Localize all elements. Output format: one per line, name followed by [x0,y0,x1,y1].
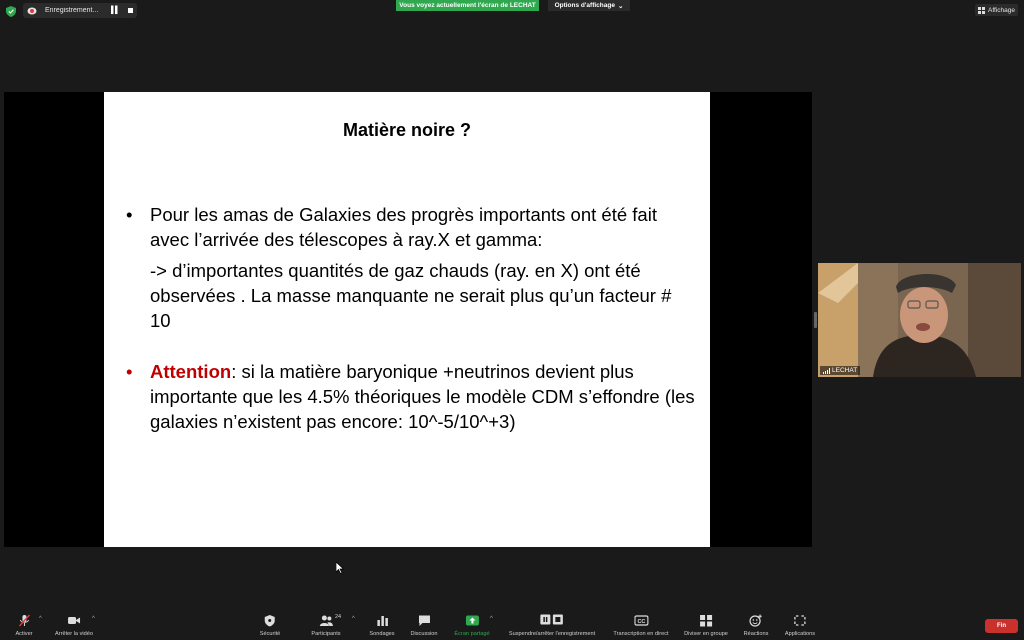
polls-icon [375,614,389,627]
apps-button[interactable] [785,614,815,637]
chevron-up-icon[interactable]: ^ [92,616,95,622]
view-options-label: Options d'affichage [554,2,615,9]
signal-icon [823,368,830,374]
live-transcript-label: Transcription en direct [613,631,669,637]
live-transcript-button[interactable] [613,614,668,637]
record-icon [27,7,37,15]
security-icon [263,614,277,627]
bullet-text: Pour les amas de Galaxies des progrès importants ont été fait avec l’arrivée des télescopes à ray.X et gamma: [150,204,657,250]
unmute-button[interactable] [15,614,32,637]
resize-handle[interactable] [814,312,817,328]
video-feed [818,263,1021,377]
record-control-button[interactable] [509,614,595,637]
slide-bullet [126,202,696,333]
bullet-text: : si la matière baryonique +neutrinos devient plus importante que les 4.5% théoriques le modèle CDM s’effondre (les galaxies n’existent pas encore: 10^-5/10^+3) [150,361,695,432]
viewing-banner: Vous voyez actuellement l'écran de LECHAT [396,0,539,11]
apps-label: Applications [784,631,816,637]
slide-bullet [126,359,696,434]
layout-button[interactable] [975,4,1018,16]
shield-icon[interactable] [6,6,16,17]
bullet-subtext: -> d’importantes quantités de gaz chauds (ray. en X) ont été observées . La masse manquante ne serait plus qu’un facteur # 10 [150,260,672,331]
record-control-icon [540,614,564,627]
apps-icon [793,614,807,627]
meeting-toolbar [0,606,1024,640]
recording-label: Enregistrement... [45,7,99,14]
stop-video-button[interactable] [55,614,93,637]
record-control-label: Suspendre/arrêter l'enregistrement [508,631,596,637]
share-screen-label: Écran partagé [454,631,490,637]
unmute-label: Activer [15,631,33,637]
bullet-marker: • [126,204,133,225]
breakout-rooms-label: Diviser en groupe [684,631,728,637]
participants-count: 24 [335,614,342,620]
presentation-slide [104,92,710,547]
view-options-button[interactable] [548,0,630,11]
security-label: Sécurité [259,631,281,637]
share-screen-icon [465,614,479,627]
recording-indicator[interactable] [23,3,137,18]
svg-text:CC: CC [637,619,645,625]
participants-icon [319,614,333,627]
reaction-icon [749,614,763,627]
chat-icon [417,614,431,627]
chevron-up-icon[interactable]: ^ [490,616,493,622]
polls-label: Sondages [369,631,395,637]
camera-icon [67,614,81,627]
share-screen-button[interactable] [454,614,489,637]
chevron-up-icon[interactable]: ^ [39,616,42,622]
chat-label: Discussion [410,631,438,637]
pause-icon[interactable]: ▌▌ [111,7,119,14]
slide-bullets [126,202,696,434]
reactions-label: Réactions [743,631,769,637]
chevron-up-icon[interactable]: ^ [352,616,355,622]
chat-button[interactable] [410,614,437,637]
grid-icon [978,7,985,14]
layout-label: Affichage [988,6,1015,14]
slide-title: Matière noire ? [342,120,472,140]
reactions-button[interactable] [744,614,769,637]
chevron-down-icon: ⌄ [617,2,624,10]
polls-button[interactable] [369,614,394,637]
breakout-icon [699,614,713,627]
shared-screen [4,92,812,547]
stop-icon[interactable] [128,8,133,13]
cc-icon [634,614,648,627]
bullet-emphasis: Attention [150,361,232,382]
microphone-muted-icon [17,614,31,627]
participant-name: LECHAT [832,367,858,374]
breakout-rooms-button[interactable] [684,614,728,637]
participant-video[interactable] [818,263,1021,377]
participants-label: Participants [311,631,341,637]
security-button[interactable] [260,614,281,637]
bullet-marker: • [126,361,133,382]
participant-name-label [820,366,860,375]
end-meeting-button[interactable]: Fin [985,619,1018,633]
cursor-icon [336,562,344,574]
stop-video-label: Arrêter la vidéo [55,631,93,637]
